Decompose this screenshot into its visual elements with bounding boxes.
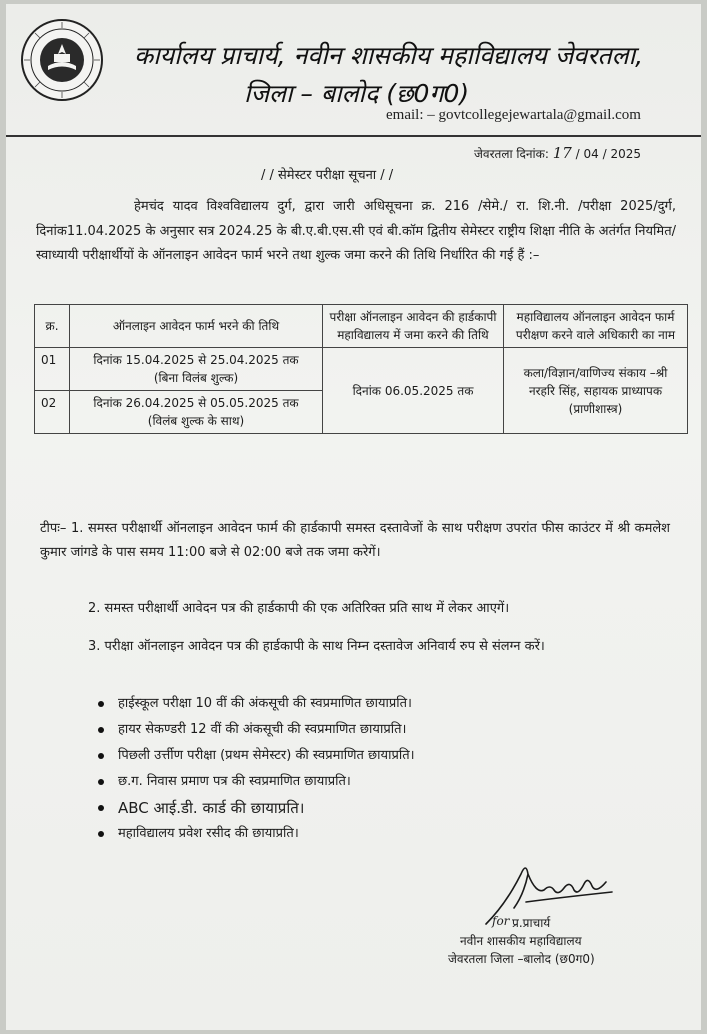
required-documents-list	[98, 694, 415, 850]
row-dates	[70, 391, 323, 434]
signature-for: for	[492, 914, 510, 928]
col-sno: क्र.	[35, 305, 70, 348]
notice-heading: / / सेमेस्टर परीक्षा सूचना / /	[261, 168, 394, 183]
notes-label: टीपः–	[40, 521, 67, 536]
signatory-location: जेवरतला जिला –बालोद (छ0ग0)	[448, 952, 595, 966]
date-day: 17	[552, 144, 572, 162]
list-item: हाईस्कूल परीक्षा 10 वीं की अंकसूची की स्वप्रमाणित छायाप्रति।	[98, 694, 415, 720]
note-1	[40, 517, 670, 565]
officer-cell: कला/विज्ञान/वाणिज्य संकाय –श्री नरहरि सिंह, सहायक प्राध्यापक (प्राणीशास्त्र)	[504, 348, 688, 434]
signatory-title: प्र.प्राचार्य	[512, 916, 551, 930]
office-title: कार्यालय प्राचार्य, नवीन शासकीय महाविद्यालय जेवरतला,	[134, 41, 644, 70]
row-dates	[70, 348, 323, 391]
table-header-row	[35, 305, 688, 348]
note-1-text: 1. समस्त परीक्षार्थी ऑनलाइन आवेदन फार्म की हार्डकापी समस्त दस्तावेजों के साथ परीक्षण उपरांत फीस काउंटर में श्री कमलेश कुमार जांगडे के पास समय 11:00 बजे से 02:00 बजे तक जमा करेगें।	[40, 521, 670, 560]
schedule-table	[34, 304, 688, 434]
row-fee-note: (बिना विलंब शुल्क)	[153, 371, 239, 385]
hardcopy-date-cell: दिनांक 06.05.2025 तक	[323, 348, 504, 434]
office-email: email: – govtcollegejewartala@gmail.com	[386, 107, 641, 123]
row-fee-note: (विलंब शुल्क के साथ)	[147, 414, 245, 428]
office-district: जिला – बालोद (छ0ग0)	[244, 79, 470, 108]
notice-intro: हेमचंद यादव विश्वविद्यालय दुर्ग, द्वारा जारी अधिसूचना क्र. 216 /सेमे./ रा. शि.नी. /परीक्षा 2025/दुर्ग, दिनांक11.04.2025 के अनुसार सत्र 2024.25 के बी.ए.बी.एस.सी एवं बी.कॉम द्वितीय सेमेस्टर राष्ट्रीय शिक्षा नीति के अतंर्गत नियमित/स्वाध्यायी परीक्षार्थीयों के ऑनलाइन आवेदन फार्म भरने तथा शुल्क जमा करने की तिथि निर्धारित की गई हैं :–	[36, 199, 676, 263]
list-item: हायर सेकण्डरी 12 वीं की अंकसूची की स्वप्रमाणित छायाप्रति।	[98, 720, 415, 746]
list-item: छ.ग. निवास प्रमाण पत्र की स्वप्रमाणित छायाप्रति।	[98, 772, 415, 798]
header-divider	[6, 135, 701, 137]
row-sno: 01	[35, 348, 70, 391]
table-row	[35, 348, 688, 391]
list-item: पिछली उर्त्तीण परीक्षा (प्रथम सेमेस्टर) की स्वप्रमाणित छायाप्रति।	[98, 746, 415, 772]
list-item: महाविद्यालय प्रवेश रसीद की छायाप्रति।	[98, 824, 415, 850]
row-date-range: दिनांक 26.04.2025 से 05.05.2025 तक	[93, 396, 299, 410]
list-item: ABC आई.डी. कार्ड की छायाप्रति।	[98, 798, 415, 824]
col-officer: महाविद्यालय ऑनलाइन आवेदन फार्म परीक्षण करने वाले अधिकारी का नाम	[504, 305, 688, 348]
col-online-date: ऑनलाइन आवेदन फार्म भरने की तिथि	[70, 305, 323, 348]
col-hardcopy-date: परीक्षा ऑनलाइन आवेदन की हार्डकापी महाविद्यालय में जमा करने की तिथि	[323, 305, 504, 348]
notice-date	[474, 144, 641, 162]
note-3: 3. परीक्षा ऑनलाइन आवेदन पत्र की हार्डकापी के साथ निम्न दस्तावेज अनिवार्य रुप से संलग्न करें।	[88, 639, 545, 654]
signatory-college: नवीन शासकीय महाविद्यालय	[460, 934, 582, 948]
notice-page	[6, 4, 701, 1030]
date-rest: / 04 / 2025	[575, 147, 641, 161]
row-sno: 02	[35, 391, 70, 434]
college-seal-logo	[20, 18, 104, 102]
note-2: 2. समस्त परीक्षार्थी आवेदन पत्र की हार्डकापी की एक अतिरिक्त प्रति साथ में लेकर आएगें।	[88, 601, 510, 616]
date-prefix: जेवरतला दिनांक:	[474, 147, 549, 161]
row-date-range: दिनांक 15.04.2025 से 25.04.2025 तक	[93, 353, 299, 367]
